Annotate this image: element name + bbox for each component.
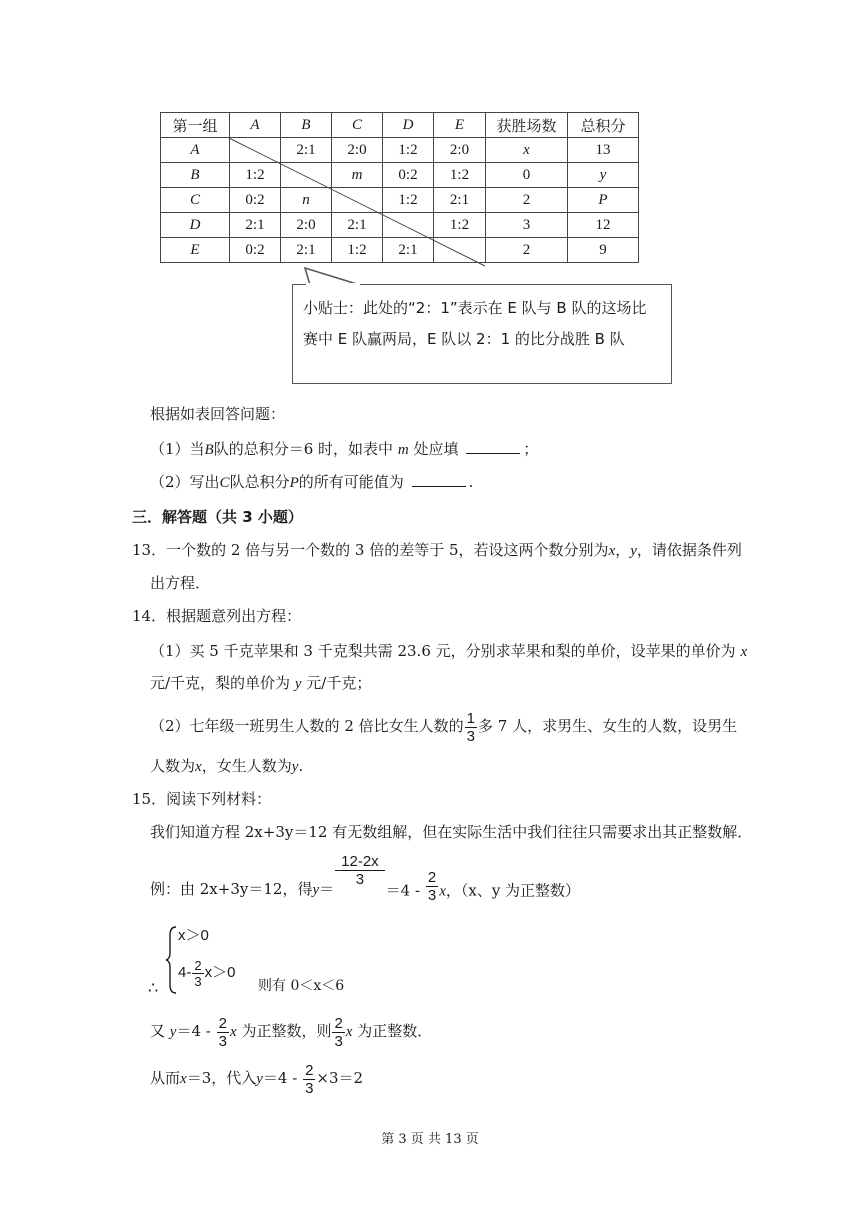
table-cell: 2	[486, 188, 568, 213]
table-cell: 1:2	[230, 163, 281, 188]
system-eq2	[178, 954, 235, 992]
text: 人数为	[150, 757, 196, 775]
fraction	[217, 1015, 229, 1050]
table-cell: A	[161, 138, 230, 163]
table-cell: 13	[568, 138, 639, 163]
text: 为正整数．	[357, 1022, 433, 1040]
table-cell: P	[568, 188, 639, 213]
text: 元/千克；	[306, 674, 372, 692]
q14-part2	[150, 707, 737, 745]
table-cell: 1:2	[434, 163, 486, 188]
table-header-cell: B	[281, 113, 332, 138]
fraction	[426, 869, 438, 904]
table-cell: x	[486, 138, 568, 163]
text: 13．一个数的 2 倍与另一个数的 3 倍的差等于 5，若设这两个数分别为	[132, 541, 609, 559]
q14-part2-cont	[150, 756, 303, 777]
var-label: x	[229, 1024, 237, 1040]
text: （2）写出	[150, 473, 220, 491]
answer-blank	[412, 472, 466, 487]
table-cell: 2:1	[434, 188, 486, 213]
var-label: x	[608, 543, 616, 559]
var-label: y	[256, 1071, 263, 1087]
table-cell: C	[161, 188, 230, 213]
system-eq1: x＞0	[178, 927, 209, 944]
table-header-cell: 第一组	[161, 113, 230, 138]
q15-line1: 我们知道方程 2x+3y＝12 有无数组解，但在实际生活中我们往往只需要求出其正整数解．	[150, 823, 753, 841]
table-cell: 2:1	[281, 138, 332, 163]
var-label: m	[397, 442, 409, 458]
q13-line1	[132, 540, 742, 561]
fraction	[332, 1015, 344, 1050]
table-cell: m	[332, 163, 383, 188]
table-header-cell: E	[434, 113, 486, 138]
var-label: C	[219, 475, 230, 491]
var-label: y	[291, 759, 299, 775]
table-cell: 2:0	[332, 138, 383, 163]
therefore-symbol: ∴	[148, 978, 159, 997]
text: （1）买 5 千克苹果和 3 千克梨共需 23.6 元，分别求苹果和梨的单价，设苹果的单价为	[150, 642, 736, 660]
text: 队的总积分＝6 时，如表中	[213, 440, 394, 458]
diagonal-line	[229, 138, 485, 266]
table-cell: 9	[568, 238, 639, 263]
table-cell: 1:2	[332, 238, 383, 263]
q12-intro: 根据如表回答问题：	[150, 405, 286, 423]
table-header-cell: A	[230, 113, 281, 138]
table-cell: 2:1	[332, 213, 383, 238]
q14-part1	[150, 641, 747, 662]
table-cell: 2:1	[281, 238, 332, 263]
q15-line6	[150, 1059, 363, 1098]
denominator: 3	[334, 1032, 343, 1050]
tip-line: 赛中 E 队赢两局，E 队以 2：1 的比分战胜 B 队	[303, 330, 625, 348]
table-cell: 0:2	[230, 188, 281, 213]
table-cell: 2:1	[230, 213, 281, 238]
table-cell: 2:1	[383, 238, 434, 263]
table-cell: y	[568, 163, 639, 188]
text: ×3＝2	[316, 1069, 364, 1087]
system-conclusion: 则有 0＜x＜6	[258, 978, 345, 994]
text: .	[468, 473, 474, 491]
denominator: 3	[305, 1079, 314, 1097]
table-header-cell: 获胜场数	[486, 113, 568, 138]
var-label: P	[289, 475, 299, 491]
text: ；	[523, 440, 539, 458]
denominator: 3	[355, 871, 365, 888]
text: 元/千克，梨的单价为	[150, 674, 291, 692]
table-header-cell: D	[383, 113, 434, 138]
var-label: x	[345, 1024, 353, 1040]
text: （2）七年级一班男生人数的 2 倍比女生人数的	[150, 717, 464, 735]
numerator: 12-2x	[335, 853, 385, 871]
text: ，	[615, 541, 631, 559]
fraction	[192, 958, 203, 989]
denominator: 3	[194, 973, 202, 989]
var-label: x	[180, 1071, 187, 1087]
table-cell: 0	[486, 163, 568, 188]
q14-part1-cont	[150, 673, 371, 694]
text: ，女生人数为	[201, 757, 292, 775]
var-label: B	[204, 442, 214, 458]
q12-part1	[150, 439, 538, 460]
q14-title: 14．根据题意列出方程：	[132, 607, 302, 625]
fraction	[303, 1062, 315, 1097]
text: 例：由 2x+3y＝12，得	[150, 880, 313, 898]
table-cell: D	[161, 213, 230, 238]
numerator: 2	[218, 1014, 227, 1032]
big-fraction	[335, 853, 385, 888]
section-title: 三．解答题（共 3 小题）	[132, 508, 303, 526]
text: ＝4 -	[385, 881, 421, 900]
text: ，（x、y 为正整数）	[445, 881, 581, 900]
text: 从而	[150, 1069, 181, 1087]
q15-line5	[150, 1012, 432, 1051]
numerator: 2	[334, 1014, 343, 1032]
table-cell: 12	[568, 213, 639, 238]
table-cell: 2:0	[434, 138, 486, 163]
var-label: y	[169, 1024, 177, 1040]
text: ＝	[319, 880, 335, 898]
q12-part2	[150, 472, 473, 493]
tip-callout	[292, 284, 672, 384]
table-cell: 2:0	[281, 213, 332, 238]
table-cell: 2	[486, 238, 568, 263]
table-cell: 1:2	[383, 138, 434, 163]
var-label: x	[740, 644, 748, 660]
text: ＝4 -	[176, 1022, 211, 1040]
numerator: 2	[427, 869, 437, 886]
var-label: y	[312, 882, 320, 898]
answer-blank	[466, 439, 520, 454]
q13-line2: 出方程．	[150, 574, 211, 592]
text: 又	[150, 1022, 166, 1040]
table-header-cell: 总积分	[568, 113, 639, 138]
q15-example	[150, 855, 580, 904]
table-cell: 0:2	[230, 238, 281, 263]
page-footer: 第 3 页 共 13 页	[381, 1132, 479, 1147]
text: 队总积分	[229, 473, 290, 491]
table-cell: 0:2	[383, 163, 434, 188]
denominator: 3	[427, 887, 437, 904]
denominator: 3	[218, 1032, 227, 1050]
fraction	[465, 710, 477, 745]
tip-line: 小贴士：此处的“2：1”表示在 E 队与 B 队的这场比	[303, 299, 647, 317]
var-label: y	[630, 543, 637, 559]
table-cell: E	[161, 238, 230, 263]
text: .	[298, 757, 304, 775]
table-cell: 1:2	[434, 213, 486, 238]
q15-title: 15．阅读下列材料：	[132, 790, 272, 808]
text: 多 7 人，求男生、女生的人数，设男生	[477, 717, 738, 735]
numerator: 2	[194, 957, 202, 973]
table-header-cell: C	[332, 113, 383, 138]
denominator: 3	[466, 727, 475, 745]
text: x＞0	[204, 964, 236, 981]
table-cell: n	[281, 188, 332, 213]
text: ，请依据条件列	[636, 541, 742, 559]
callout-joint	[304, 283, 362, 287]
var-label: x	[195, 759, 202, 775]
table-cell: B	[161, 163, 230, 188]
text: 为正整数，则	[241, 1022, 332, 1040]
numerator: 1	[466, 709, 475, 727]
text: 的所有可能值为	[298, 473, 404, 491]
text: （1）当	[150, 440, 205, 458]
table-cell: 3	[486, 213, 568, 238]
numerator: 2	[305, 1061, 314, 1079]
brace-icon	[164, 925, 178, 995]
text: ＝4 -	[262, 1069, 298, 1087]
text: 4-	[178, 964, 192, 981]
table-cell: 1:2	[383, 188, 434, 213]
var-label: y	[294, 676, 302, 692]
var-label: x	[439, 883, 446, 900]
text: ＝3，代入	[186, 1069, 257, 1087]
text: 处应填	[413, 440, 459, 458]
